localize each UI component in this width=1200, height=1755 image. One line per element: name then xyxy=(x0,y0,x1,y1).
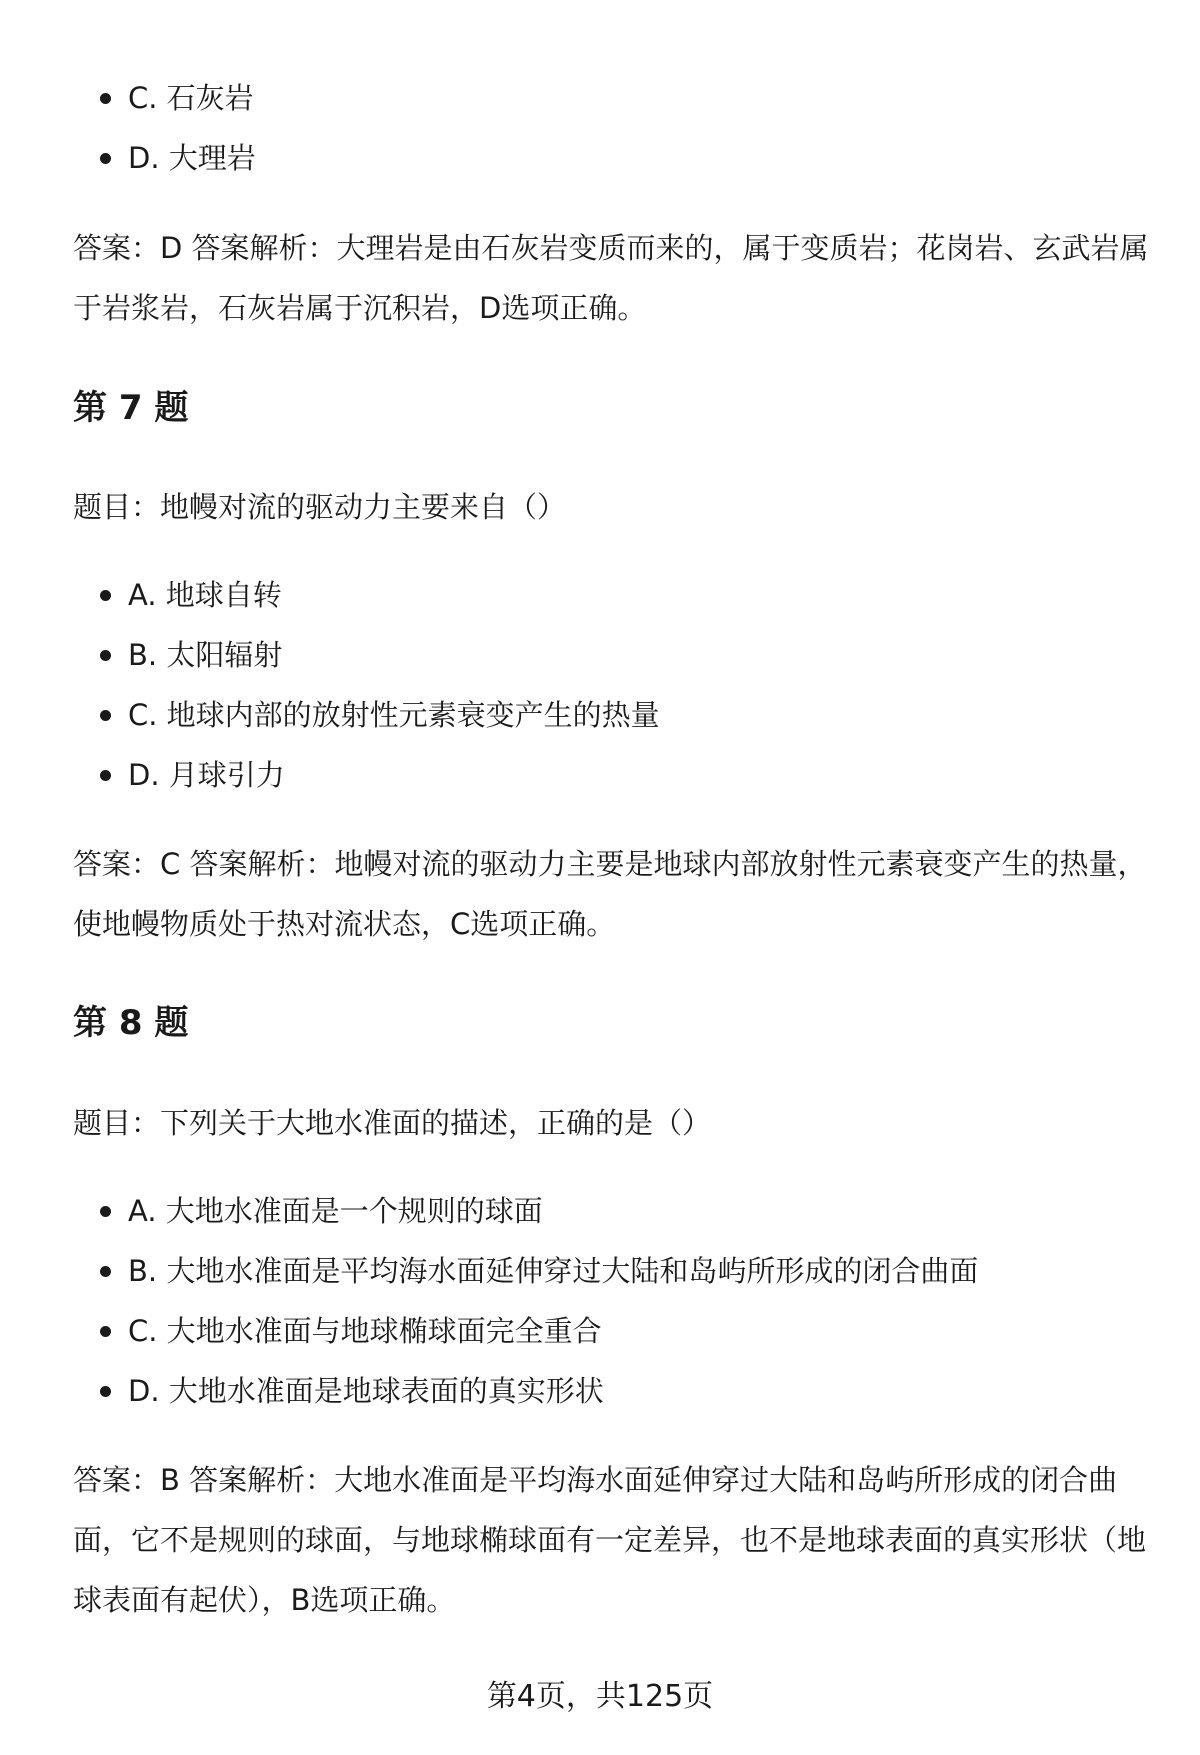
q6-option-d: D. 大理岩 xyxy=(73,128,1153,188)
q7-option-d: D. 月球引力 xyxy=(73,745,1153,805)
q8-options xyxy=(73,1181,1153,1421)
q7-answer: 答案：C 答案解析：地幔对流的驱动力主要是地球内部放射性元素衰变产生的热量，使地幔物质处于热对流状态，C选项正确。 xyxy=(73,847,1147,941)
q7-option-a: A. 地球自转 xyxy=(73,565,1153,625)
q7-question: 题目：地幔对流的驱动力主要来自（） xyxy=(73,490,567,524)
q8-answer: 答案：B 答案解析：大地水准面是平均海水面延伸穿过大陆和岛屿所形成的闭合曲面，它不是规则的球面，与地球椭球面有一定差异，也不是地球表面的真实形状（地球表面有起伏），B选项正确。 xyxy=(73,1463,1147,1617)
q8-question: 题目：下列关于大地水准面的描述，正确的是（） xyxy=(73,1106,712,1140)
q6-options xyxy=(73,68,1153,188)
q8-option-c: C. 大地水准面与地球椭球面完全重合 xyxy=(73,1301,1153,1361)
q7-option-b: B. 太阳辐射 xyxy=(73,625,1153,685)
q7-options xyxy=(73,565,1153,805)
q7-heading: 第 7 题 xyxy=(73,388,189,428)
q6-option-c: C. 石灰岩 xyxy=(73,68,1153,128)
q8-option-d: D. 大地水准面是地球表面的真实形状 xyxy=(73,1361,1153,1421)
page-number: 第4页，共125页 xyxy=(486,1679,714,1714)
q8-heading: 第 8 题 xyxy=(73,1003,189,1043)
q8-option-b: B. 大地水准面是平均海水面延伸穿过大陆和岛屿所形成的闭合曲面 xyxy=(73,1241,1153,1301)
q6-answer: 答案：D 答案解析：大理岩是由石灰岩变质而来的，属于变质岩；花岗岩、玄武岩属于岩浆岩，石灰岩属于沉积岩，D选项正确。 xyxy=(73,231,1149,325)
q8-option-a: A. 大地水准面是一个规则的球面 xyxy=(73,1181,1153,1241)
q7-option-c: C. 地球内部的放射性元素衰变产生的热量 xyxy=(73,685,1153,745)
